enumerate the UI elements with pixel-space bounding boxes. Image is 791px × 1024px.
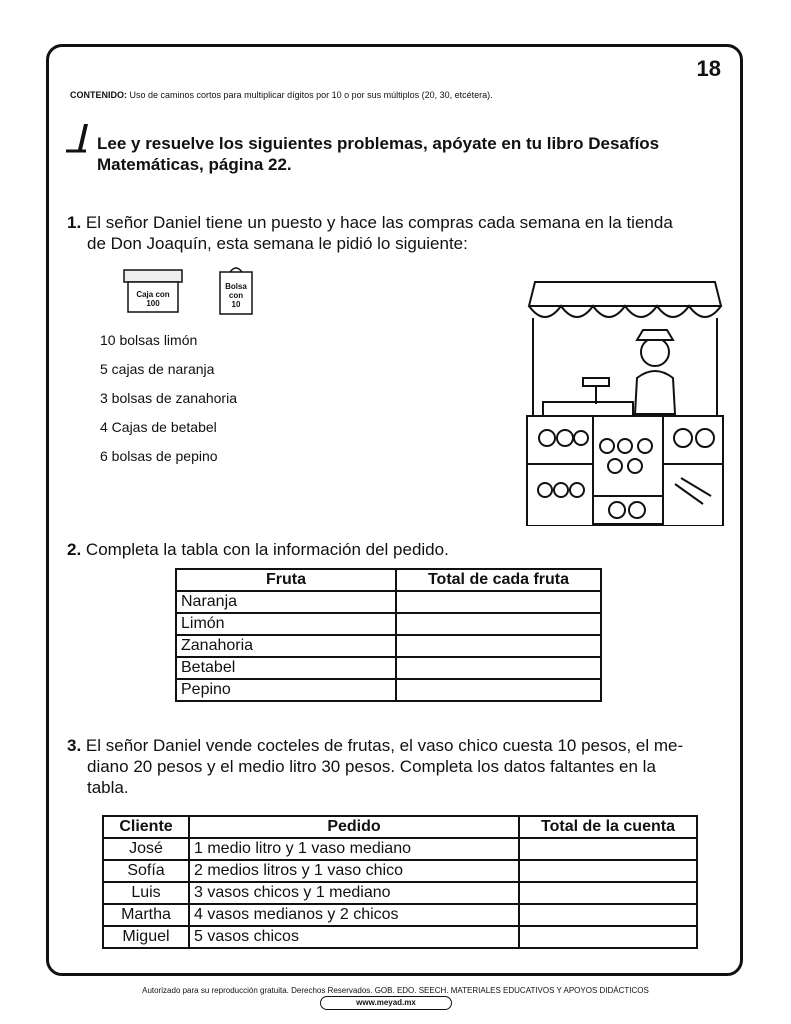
bag-icon-label xyxy=(220,282,252,309)
box-label-line: Caja con xyxy=(136,290,170,299)
column-header: Total de cada fruta xyxy=(396,569,601,591)
answer-cell[interactable] xyxy=(519,926,697,948)
table-cell: 3 vasos chicos y 1 mediano xyxy=(189,882,519,904)
question-text: diano 20 pesos y el medio litro 30 pesos. Completa los datos faltantes en la xyxy=(87,757,656,776)
table-cell: Betabel xyxy=(176,657,396,679)
footer-url[interactable]: www.meyad.mx xyxy=(320,996,452,1010)
answer-cell[interactable] xyxy=(396,613,601,635)
question-text: de Don Joaquín, esta semana le pidió lo siguiente: xyxy=(87,234,468,253)
question-text: tabla. xyxy=(87,778,129,797)
bag-label-line: 10 xyxy=(231,300,241,309)
table-cell: Pepino xyxy=(176,679,396,701)
question-text: El señor Daniel tiene un puesto y hace las compras cada semana en la tienda xyxy=(85,213,673,232)
question-number: 1. xyxy=(67,213,82,232)
column-header: Total de la cuenta xyxy=(519,816,697,838)
table-cell: Zanahoria xyxy=(176,635,396,657)
table-cell: Sofía xyxy=(103,860,189,882)
bag-label-line: Bolsa xyxy=(225,282,247,291)
table-row xyxy=(103,904,697,926)
answer-cell[interactable] xyxy=(519,882,697,904)
answer-cell[interactable] xyxy=(396,635,601,657)
column-header: Cliente xyxy=(103,816,189,838)
contenido-label: CONTENIDO: xyxy=(70,90,127,100)
question-number: 3. xyxy=(67,736,82,755)
column-header: Pedido xyxy=(189,816,519,838)
table-row xyxy=(176,635,601,657)
bag-label-line: con xyxy=(228,291,244,300)
table-cell: José xyxy=(103,838,189,860)
table-cell: 1 medio litro y 1 vaso mediano xyxy=(189,838,519,860)
table-cell: 2 medios litros y 1 vaso chico xyxy=(189,860,519,882)
answer-cell[interactable] xyxy=(396,679,601,701)
order-list xyxy=(100,332,237,477)
question-1 xyxy=(67,212,737,254)
list-item: 3 bolsas de zanahoria xyxy=(100,390,237,406)
orders-table xyxy=(102,815,698,949)
contenido-text: Uso de caminos cortos para multiplicar dígitos por 10 o por sus múltiplos (20, 30, etcétera). xyxy=(129,90,493,100)
answer-cell[interactable] xyxy=(519,904,697,926)
table-cell: 5 vasos chicos xyxy=(189,926,519,948)
table-cell: Luis xyxy=(103,882,189,904)
list-item: 10 bolsas limón xyxy=(100,332,198,348)
table-row xyxy=(176,591,601,613)
box-label-line: 100 xyxy=(146,299,160,308)
question-text: El señor Daniel vende cocteles de frutas, el vaso chico cuesta 10 pesos, el me- xyxy=(85,736,684,755)
list-item: 5 cajas de naranja xyxy=(100,361,215,377)
question-3 xyxy=(67,735,737,798)
table-cell: 4 vasos medianos y 2 chicos xyxy=(189,904,519,926)
answer-cell[interactable] xyxy=(396,657,601,679)
question-2 xyxy=(67,539,737,560)
instruction-line: Lee y resuelve los siguientes problemas, apóyate en tu libro Desafíos xyxy=(97,134,660,153)
column-header: Fruta xyxy=(176,569,396,591)
list-item: 4 Cajas de betabel xyxy=(100,419,217,435)
question-number: 2. xyxy=(67,540,82,559)
fruit-table xyxy=(175,568,602,702)
table-row xyxy=(176,613,601,635)
table-row xyxy=(176,657,601,679)
answer-cell[interactable] xyxy=(519,860,697,882)
contenido-line xyxy=(70,90,493,100)
market-stall-illustration xyxy=(525,278,725,526)
table-row xyxy=(176,679,601,701)
answer-cell[interactable] xyxy=(396,591,601,613)
table-row xyxy=(103,882,697,904)
list-item: 6 bolsas de pepino xyxy=(100,448,218,464)
table-row xyxy=(103,860,697,882)
question-text: Completa la tabla con la información del pedido. xyxy=(85,540,449,559)
answer-cell[interactable] xyxy=(519,838,697,860)
table-cell: Naranja xyxy=(176,591,396,613)
table-row xyxy=(103,838,697,860)
table-header-row xyxy=(176,569,601,591)
instruction-line: Matemáticas, página 22. xyxy=(97,155,292,174)
table-cell: Miguel xyxy=(103,926,189,948)
page-number: 18 xyxy=(696,56,721,81)
table-cell: Limón xyxy=(176,613,396,635)
box-icon-label xyxy=(128,290,178,308)
footer-text: Autorizado para su reproducción gratuita. Derechos Reservados. GOB. EDO. SEECH. MATERIALES EDUCATIVOS Y APOYOS DIDÁCTICOS xyxy=(142,986,649,995)
table-cell: Martha xyxy=(103,904,189,926)
pencil-icon xyxy=(64,120,94,156)
instructions xyxy=(97,133,737,175)
table-header-row xyxy=(103,816,697,838)
table-row xyxy=(103,926,697,948)
